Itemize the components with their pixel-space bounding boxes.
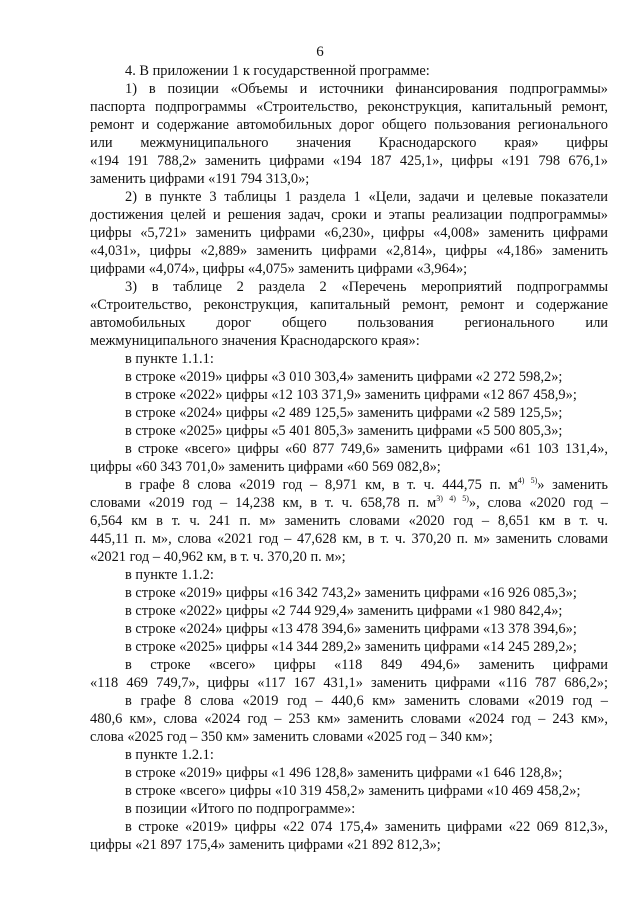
text-line: 445,11 п. м», слова «2021 год – 47,628 км, в т. ч. 370,20 п. м» заменить словами [90,531,608,547]
text-line: цифры «60 343 701,0» заменить цифрами «60 569 082,8»; [90,459,441,475]
text-segment: », слова «2020 год – [468,495,608,511]
text-line: в строке «2019» цифры «16 342 743,2» заменить цифрами «16 926 085,3»; [125,585,577,601]
text-line: в строке «2025» цифры «5 401 805,3» заменить цифрами «5 500 805,3»; [125,423,563,439]
text-line: достижения целей и решения задач, сроки и этапы реализации подпрограммы» [90,207,608,223]
text-line: в строке «2019» цифры «22 074 175,4» заменить цифрами «22 069 812,3», [125,819,608,835]
text-segment: » заменить [537,477,608,493]
text-line: в строке «2022» цифры «2 744 929,4» заменить цифрами «1 980 842,4»; [125,603,563,619]
text-line: «118 469 749,7», цифры «117 167 431,1» заменить цифрами «116 787 686,2»; [90,675,608,691]
text-line [90,494,608,512]
text-line: 6,564 км в т. ч. 241 п. м» заменить словами «2020 год – 8,651 км в т. ч. [90,513,608,529]
text-line: «Строительство, реконструкция, капитальный ремонт, ремонт и содержание [90,297,608,313]
text-line: в строке «2024» цифры «2 489 125,5» заменить цифрами «2 589 125,5»; [125,405,563,421]
text-line: 480,6 км», слова «2024 год – 253 км» заменить словами «2024 год – 243 км», [90,711,608,727]
text-line: в строке «2024» цифры «13 478 394,6» заменить цифрами «13 378 394,6»; [125,621,577,637]
text-line: в строке «всего» цифры «10 319 458,2» заменить цифрами «10 469 458,2»; [125,783,581,799]
text-line: в строке «всего» цифры «118 849 494,6» заменить цифрами [125,657,608,673]
text-line: в строке «2019» цифры «3 010 303,4» заменить цифрами «2 272 598,2»; [125,369,563,385]
footnote-ref: 4) 5) [517,476,538,485]
text-line: цифрами «4,074», цифры «4,075» заменить цифрами «3,964»; [90,261,468,277]
text-line: или межмуниципального значения Краснодарского края» цифры [90,135,608,151]
text-line: заменить цифрами «191 794 313,0»; [90,171,310,187]
text-line: в строке «2019» цифры «1 496 128,8» заменить цифрами «1 646 128,8»; [125,765,563,781]
text-line: в пункте 1.1.1: [125,351,214,367]
text-line: межмуниципального значения Краснодарского края»: [90,333,420,349]
text-line: 4. В приложении 1 к государственной программе: [125,63,430,79]
text-line: в позиции «Итого по подпрограмме»: [125,801,356,817]
text-segment: в графе 8 слова «2019 год – 8,971 км, в т. ч. 444,75 п. м [125,477,518,493]
text-line: автомобильных дорог общего пользования регионального или [90,315,608,331]
text-line: паспорта подпрограммы «Строительство, реконструкция, капитальный ремонт, [90,99,608,115]
text-line: слова «2025 год – 350 км» заменить словами «2025 год – 340 км»; [90,729,493,745]
text-line: цифры «21 897 175,4» заменить цифрами «21 892 812,3»; [90,837,441,853]
text-line: в пункте 1.1.2: [125,567,214,583]
footnote-ref: 3) 4) 5) [436,494,469,503]
text-line: цифры «5,721» заменить цифрами «6,230», цифры «4,008» заменить цифрами [90,225,608,241]
text-line: ремонт и содержание автомобильных дорог общего пользования регионального [90,117,608,133]
text-line: «2021 год – 40,962 км, в т. ч. 370,20 п. м»; [90,549,346,565]
text-line: в строке «всего» цифры «60 877 749,6» заменить цифрами «61 103 131,4», [125,441,608,457]
text-line: в строке «2022» цифры «12 103 371,9» заменить цифрами «12 867 458,9»; [125,387,577,403]
text-line: 3) в таблице 2 раздела 2 «Перечень мероприятий подпрограммы [125,279,608,295]
text-line: в пункте 1.2.1: [125,747,214,763]
page-number: 6 [316,44,324,60]
text-segment: словами «2019 год – 14,238 км, в т. ч. 658,78 п. м [90,495,437,511]
text-line: «194 191 788,2» заменить цифрами «194 187 425,1», цифры «191 798 676,1» [90,153,608,169]
text-line: в строке «2025» цифры «14 344 289,2» заменить цифрами «14 245 289,2»; [125,639,577,655]
text-line: «4,031», цифры «2,889» заменить цифрами «2,814», цифры «4,186» заменить [90,243,608,259]
text-line: 2) в пункте 3 таблицы 1 раздела 1 «Цели, задачи и целевые показатели [125,189,608,205]
text-line [125,476,608,494]
text-line: в графе 8 слова «2019 год – 440,6 км» заменить словами «2019 год – [125,693,608,709]
text-line: 1) в позиции «Объемы и источники финансирования подпрограммы» [125,81,608,97]
